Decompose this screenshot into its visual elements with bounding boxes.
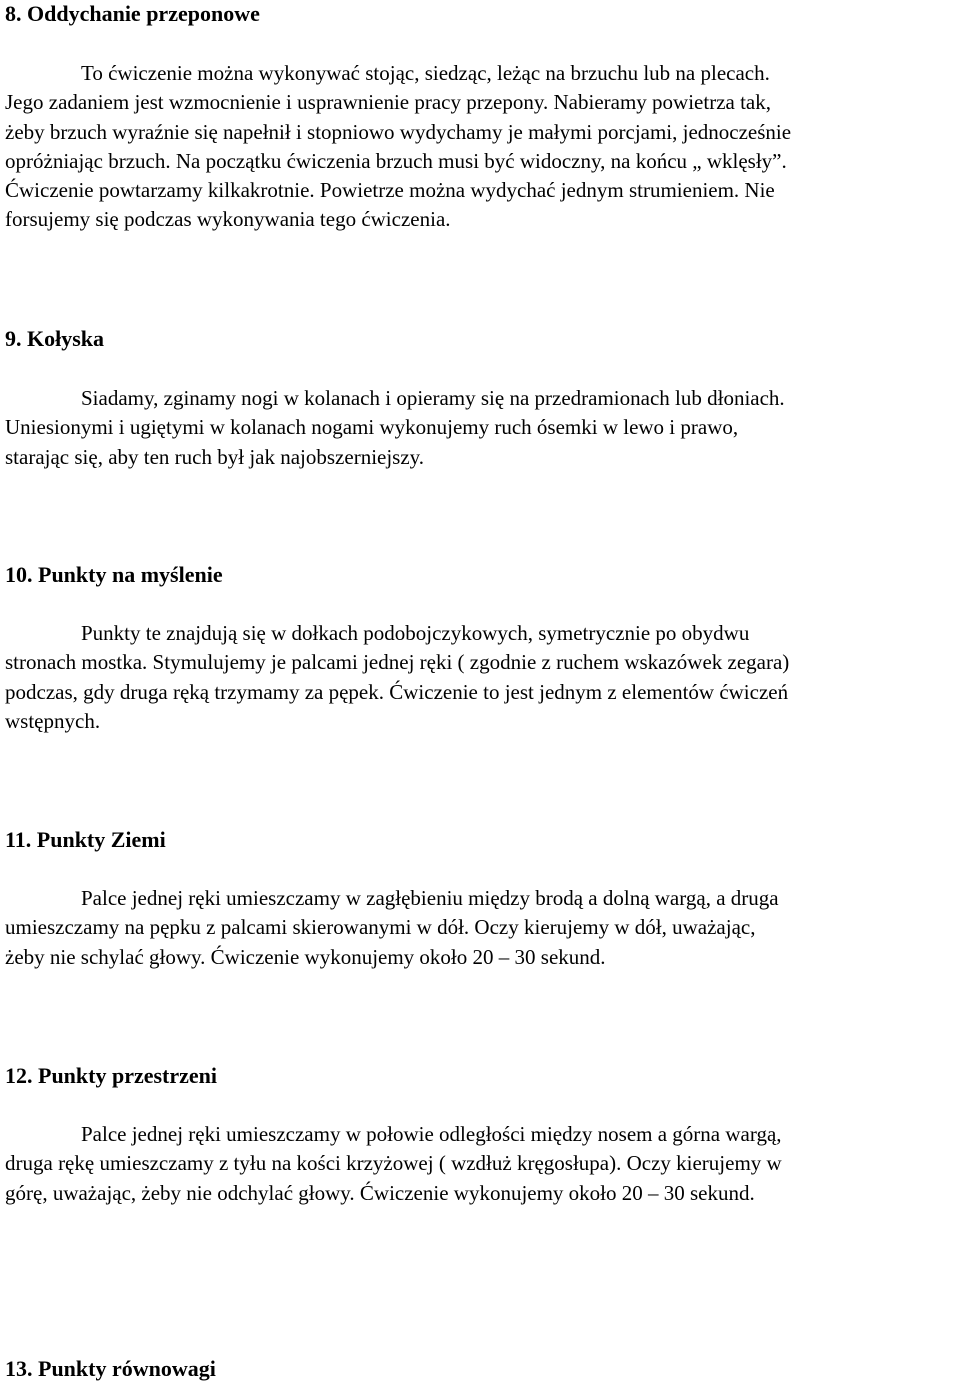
text-line: umieszczamy na pępku z palcami skierowanymi w dół. Oczy kierujemy w dół, uważając, <box>5 915 756 940</box>
section-body-8 <box>5 59 955 235</box>
text-line: starając się, aby ten ruch był jak najobszerniejszy. <box>5 444 425 469</box>
text-line: podczas, gdy druga ręką trzymamy za pępek. Ćwiczenie to jest jednym z elementów ćwiczeń <box>5 679 789 704</box>
section-body-12 <box>5 1120 955 1208</box>
section-heading-10: 10. Punkty na myślenie <box>5 562 223 587</box>
section-body-11 <box>5 884 955 972</box>
section-body-10 <box>5 619 955 736</box>
text-line: opróżniając brzuch. Na początku ćwiczenia brzuch musi być widoczny, na końcu „ wklęsły”. <box>5 148 787 173</box>
text-line: stronach mostka. Stymulujemy je palcami jednej ręki ( zgodnie z ruchem wskazówek zegara) <box>5 650 790 675</box>
section-heading-11: 11. Punkty Ziemi <box>5 827 166 852</box>
section-heading-8: 8. Oddychanie przeponowe <box>5 1 260 26</box>
text-line: żeby brzuch wyraźnie się napełnił i stopniowo wydychamy je małymi porcjami, jednocześnie <box>5 119 792 144</box>
text-line: Jego zadaniem jest wzmocnienie i usprawnienie pracy przepony. Nabieramy powietrza tak, <box>5 90 771 115</box>
text-line: wstępnych. <box>5 708 101 733</box>
section-heading-13: 13. Punkty równowagi <box>5 1356 216 1381</box>
section-heading-12: 12. Punkty przestrzeni <box>5 1063 218 1088</box>
section-body-9 <box>5 384 955 472</box>
text-line: Siadamy, zginamy nogi w kolanach i opieramy się na przedramionach lub dłoniach. <box>81 386 785 410</box>
text-line: To ćwiczenie można wykonywać stojąc, siedząc, leżąc na brzuchu lub na plecach. <box>81 61 770 85</box>
section-heading-9: 9. Kołyska <box>5 326 105 351</box>
text-line: druga rękę umieszczamy z tyłu na kości krzyżowej ( wzdłuż kręgosłupa). Oczy kierujemy w <box>5 1151 782 1176</box>
text-line: Palce jednej ręki umieszczamy w połowie odległości między nosem a górna wargą, <box>81 1122 782 1146</box>
text-line: Ćwiczenie powtarzamy kilkakrotnie. Powietrze można wydychać jednym strumieniem. Nie <box>5 178 775 203</box>
text-line: żeby nie schylać głowy. Ćwiczenie wykonujemy około 20 – 30 sekund. <box>5 944 606 969</box>
text-line: forsujemy się podczas wykonywania tego ćwiczenia. <box>5 207 451 232</box>
text-line: Palce jednej ręki umieszczamy w zagłębieniu między brodą a dolną wargą, a druga <box>81 886 779 910</box>
text-line: Uniesionymi i ugiętymi w kolanach nogami wykonujemy ruch ósemki w lewo i prawo, <box>5 415 739 440</box>
text-line: górę, uważając, żeby nie odchylać głowy. Ćwiczenie wykonujemy około 20 – 30 sekund. <box>5 1180 755 1205</box>
text-line: Punkty te znajdują się w dołkach podobojczykowych, symetrycznie po obydwu <box>81 621 750 645</box>
